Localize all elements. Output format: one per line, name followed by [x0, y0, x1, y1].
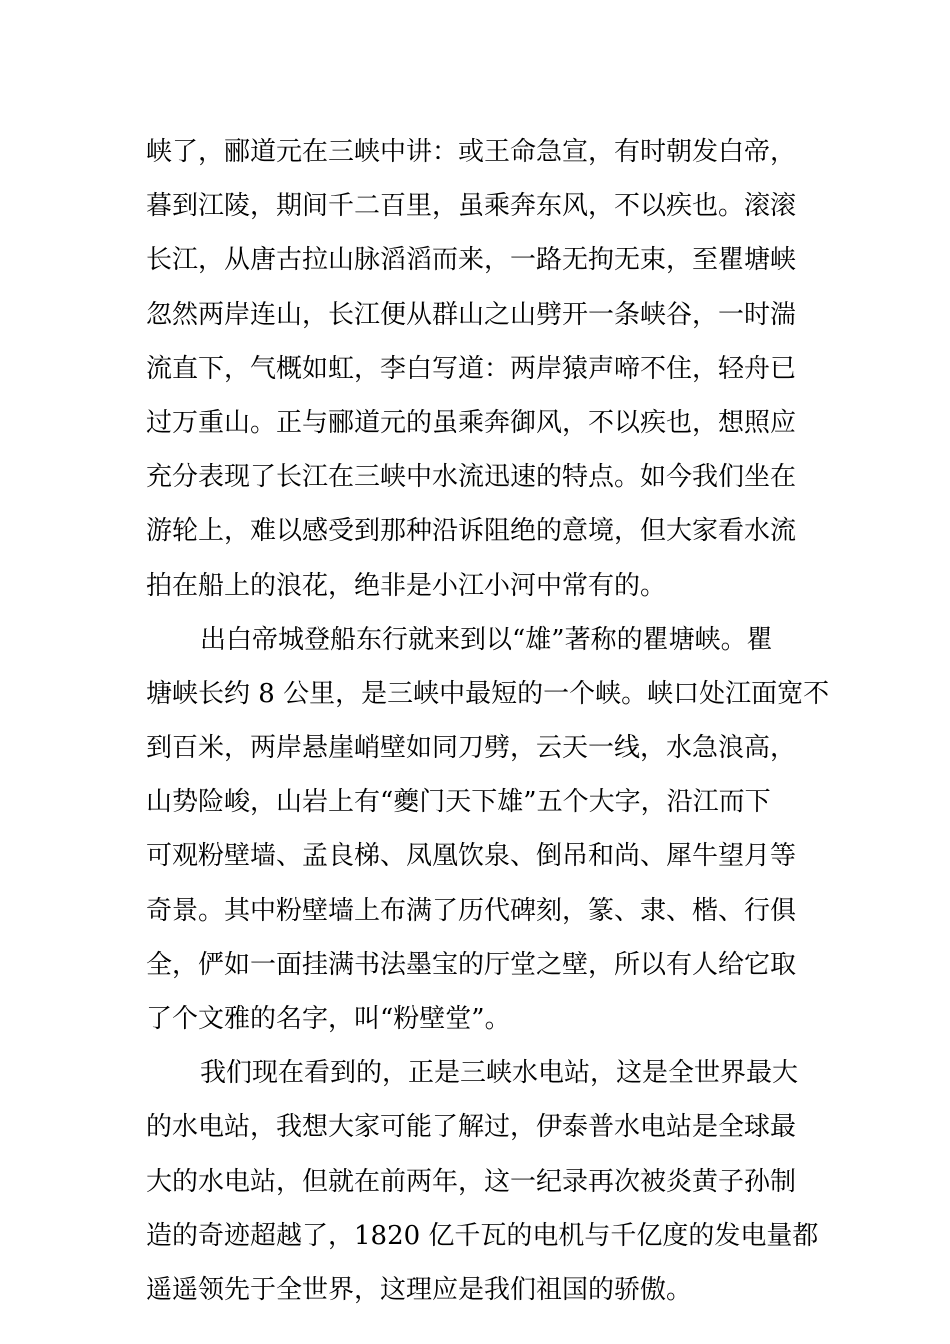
paragraph-3 [146, 1046, 819, 1317]
text-line: 游轮上，难以感受到那种沿诉阻绝的意境，但大家看水流 [146, 516, 797, 547]
text-line: 充分表现了长江在三峡中水流迅速的特点。如今我们坐在 [146, 462, 797, 493]
text-line: 流直下，气概如虹，李白写道：两岸猿声啼不住，轻舟已 [146, 353, 797, 384]
text-line: 造的奇迹超越了，1820 亿千瓦的电机与千亿度的发电量都 [146, 1220, 819, 1251]
text-line: 可观粉壁墙、孟良梯、凤凰饮泉、倒吊和尚、犀牛望月等 [146, 841, 797, 872]
text-line: 到百米，两岸悬崖峭壁如同刀劈，云天一线，水急浪高， [146, 733, 797, 764]
text-line: 我们现在看到的，正是三峡水电站，这是全世界最大 [200, 1058, 799, 1089]
text-line: 塘峡长约 8 公里，是三峡中最短的一个峡。峡口处江面宽不 [146, 678, 830, 709]
text-line: 全，俨如一面挂满书法墨宝的厅堂之壁，所以有人给它取 [146, 949, 797, 980]
text-line: 暮到江陵，期间千二百里，虽乘奔东风，不以疾也。滚滚 [146, 191, 797, 222]
text-line: 奇景。其中粉壁墙上布满了历代碑刻，篆、隶、楷、行俱 [146, 895, 797, 926]
text-line: 拍在船上的浪花，绝非是小江小河中常有的。 [146, 570, 667, 601]
paragraph-2 [146, 613, 830, 1047]
text-line: 山势险峻，山岩上有“夔门天下雄”五个大字，沿江而下 [146, 787, 771, 818]
paragraph-1 [146, 125, 806, 613]
text-line: 忽然两岸连山，长江便从群山之山劈开一条峡谷，一时湍 [146, 299, 797, 330]
text-line: 遥遥领先于全世界，这理应是我们祖国的骄傲。 [146, 1274, 693, 1305]
text-line: 大的水电站，但就在前两年，这一纪录再次被炎黄子孙制 [146, 1166, 797, 1197]
text-line: 出白帝城登船东行就来到以“雄”著称的瞿塘峡。瞿 [200, 624, 773, 655]
document-body [146, 125, 830, 1317]
text-line: 峡了，郦道元在三峡中讲：或王命急宣，有时朝发白帝， [146, 137, 797, 167]
text-line: 长江，从唐古拉山脉滔滔而来，一路无拘无束，至瞿塘峡 [146, 245, 797, 276]
text-line: 的水电站，我想大家可能了解过，伊泰普水电站是全球最 [146, 1112, 797, 1143]
text-line: 了个文雅的名字，叫“粉壁堂”。 [146, 1004, 511, 1034]
text-line: 过万重山。正与郦道元的虽乘奔御风，不以疾也，想照应 [146, 407, 797, 438]
